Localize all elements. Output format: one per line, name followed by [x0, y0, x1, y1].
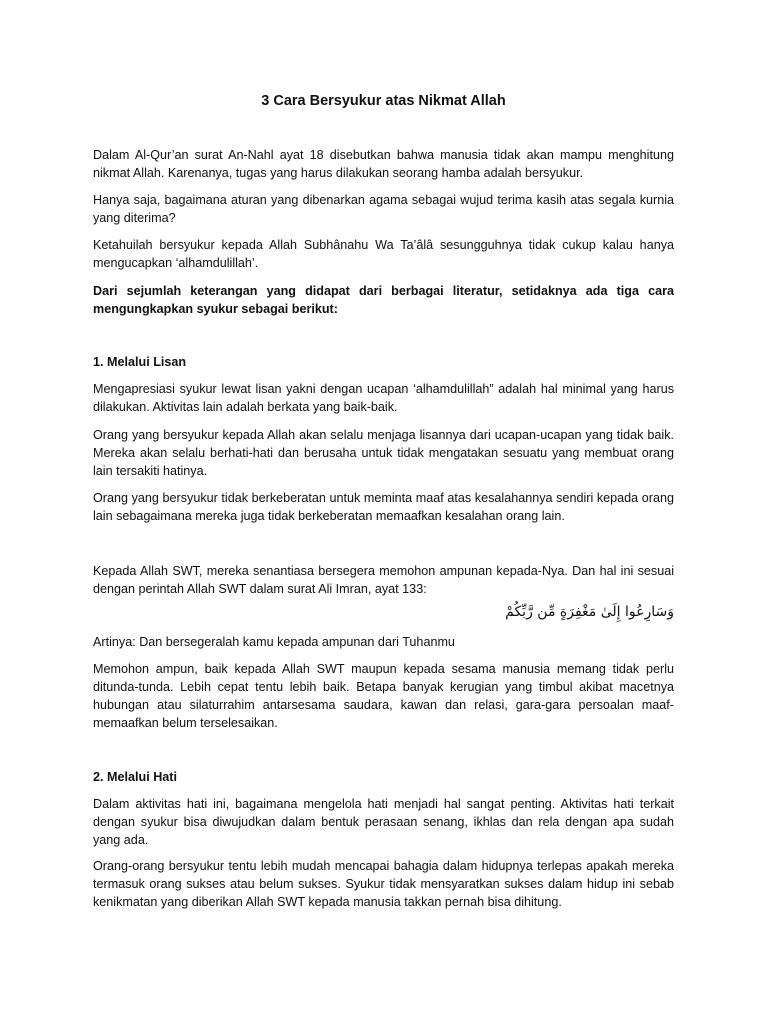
section-1-closing-paragraph: Memohon ampun, baik kepada Allah SWT maupun kepada sesama manusia memang tidak perlu ditunda-tunda. Lebih cepat tentu lebih baik. Betapa banyak kerugian yang timbul akibat macetnya hubungan atau silaturrahim antarsesama saudara, kawan dan relasi, gara-gara persoalan maaf-memaafkan belum terselesaikan.: [93, 662, 674, 730]
section-1-paragraph-2: Orang yang bersyukur kepada Allah akan selalu menjaga lisannya dari ucapan-ucapan yang tidak baik. Mereka akan selalu berhati-hati dan berusaha untuk tidak mengatakan sesuatu yang membuat orang lain tersakiti hatinya.: [93, 428, 674, 478]
intro-paragraph-2: Hanya saja, bagaimana aturan yang dibenarkan agama sebagai wujud terima kasih atas segala kurnia yang diterima?: [93, 193, 674, 225]
section-1-paragraph-1: Mengapresiasi syukur lewat lisan yakni dengan ucapan ‘alhamdulillah” adalah hal minimal yang harus dilakukan. Aktivitas lain adalah berkata yang baik-baik.: [93, 382, 674, 414]
document-title: 3 Cara Bersyukur atas Nikmat Allah: [261, 93, 506, 109]
arabic-verse: وَسَارِعُوا إِلَىٰ مَغْفِرَةٍ مِّن رَّبِّكُمْ: [505, 604, 674, 620]
intro-paragraph-4: Dari sejumlah keterangan yang didapat dari berbagai literatur, setidaknya ada tiga cara mengungkapkan syukur sebagai berikut:: [93, 284, 674, 316]
section-2-paragraph-2: Orang-orang bersyukur tentu lebih mudah mencapai bahagia dalam hidupnya terlepas apakah mereka termasuk orang sukses atau belum sukses. Syukur tidak mensyaratkan sukses dalam hidup ini sebab kenikmatan yang diberikan Allah SWT kepada manusia takkan pernah bisa dihitung.: [93, 859, 674, 909]
section-2-heading: 2. Melalui Hati: [93, 770, 177, 784]
intro-paragraph-3: Ketahuilah bersyukur kepada Allah Subhânahu Wa Ta’âlâ sesungguhnya tidak cukup kalau hanya mengucapkan ‘alhamdulillah’.: [93, 238, 674, 270]
section-1-paragraph-4: Kepada Allah SWT, mereka senantiasa bersegera memohon ampunan kepada-Nya. Dan hal ini sesuai dengan perintah Allah SWT dalam surat Ali Imran, ayat 133:: [93, 564, 674, 596]
section-1-paragraph-3: Orang yang bersyukur tidak berkeberatan untuk meminta maaf atas kesalahannya sendiri kepada orang lain sebagaimana mereka juga tidak berkeberatan memaafkan kesalahan orang lain.: [93, 491, 674, 523]
verse-translation: Artinya: Dan bersegeralah kamu kepada ampunan dari Tuhanmu: [93, 635, 455, 649]
intro-paragraph-1: Dalam Al-Qur’an surat An-Nahl ayat 18 disebutkan bahwa manusia tidak akan mampu menghitung nikmat Allah. Karenanya, tugas yang harus dilakukan seorang hamba adalah bersyukur.: [93, 148, 674, 180]
section-1-heading: 1. Melalui Lisan: [93, 355, 187, 369]
section-2-paragraph-1: Dalam aktivitas hati ini, bagaimana mengelola hati menjadi hal sangat penting. Aktivitas hati terkait dengan syukur bisa diwujudkan dalam bentuk perasaan senang, ikhlas dan rela dengan apa sudah yang ada.: [93, 797, 674, 847]
